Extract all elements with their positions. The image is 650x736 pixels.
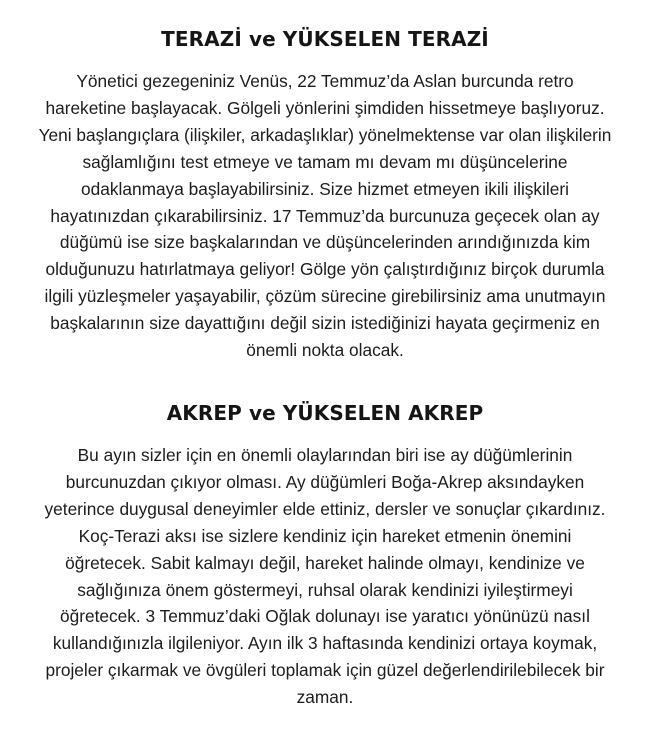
text-line: başkalarının size dayattığını değil sizin istediğinizi hayata geçirmeniz en — [50, 313, 600, 334]
text-line: yeterince duygusal deneyimler elde ettiniz, dersler ve sonuçlar çıkardınız. — [44, 498, 606, 519]
section-akrep — [0, 401, 650, 711]
text-line: önemli nokta olacak. — [246, 340, 404, 361]
text-line: odaklanmaya başlayabilirsiniz. Size hizmet etmeyen ikili ilişkileri — [81, 178, 569, 199]
text-line: olduğunuzu hatırlatmaya geliyor! Gölge yön çalıştırdığınız birçok durumla — [45, 259, 605, 280]
section-body — [0, 68, 650, 364]
section-heading: TERAZİ ve YÜKSELEN TERAZİ — [161, 27, 489, 51]
text-line: sağlığınıza önem göstermeyi, ruhsal olarak kendinizi iyileştirmeyi — [77, 579, 573, 600]
text-line: düğümü ise size başkalarından ve düşüncelerinden arındığınızda kim — [59, 232, 591, 253]
text-line: Yönetici gezegeniniz Venüs, 22 Temmuz’da Aslan burcunda retro — [76, 71, 574, 91]
text-line: öğretecek. Sabit kalmayı değil, hareket halinde olmayı, kendinize ve — [65, 552, 585, 573]
text-line: hareketine başlayacak. Gölgeli yönlerini şimdiden hissetmeye başlıyoruz. — [45, 97, 605, 118]
text-line: kullandığınızla ilgileniyor. Ayın ilk 3 haftasında kendinizi ortaya koymak, — [52, 633, 598, 654]
section-heading: AKREP ve YÜKSELEN AKREP — [166, 401, 484, 425]
text-line: öğretecek. 3 Temmuz’daki Oğlak dolunayı ise yaratıcı yönünüzü nasıl — [60, 606, 590, 627]
text-line: burcunuzdan çıkıyor olması. Ay düğümleri Boğa-Akrep aksındayken — [65, 471, 585, 492]
text-line: Koç-Terazi aksı ise sizlere kendiniz için hareket etmenin önemini — [78, 525, 572, 546]
text-line: Yeni başlangıçlara (ilişkiler, arkadaşlıklar) yönelmektense var olan ilişkilerin — [38, 124, 612, 145]
text-line: ilgili yüzleşmeler yaşayabilir, çözüm sürecine girebilirsiniz ama unutmayın — [44, 286, 606, 307]
text-line: zaman. — [296, 687, 354, 708]
text-line: Bu ayın sizler için en önemli olaylarından biri ise ay düğümlerinin — [77, 445, 573, 465]
section-terazi — [0, 27, 650, 364]
section-body — [0, 442, 650, 711]
text-line: projeler çıkarmak ve övgüleri toplamak için güzel değerlendirilebilecek bir — [45, 660, 605, 681]
text-line: sağlamlığını test etmeye ve tamam mı devam mı düşüncelerine — [82, 151, 568, 172]
text-line: hayatınızdan çıkarabilirsiniz. 17 Temmuz’da burcunuza geçecek olan ay — [50, 205, 600, 226]
